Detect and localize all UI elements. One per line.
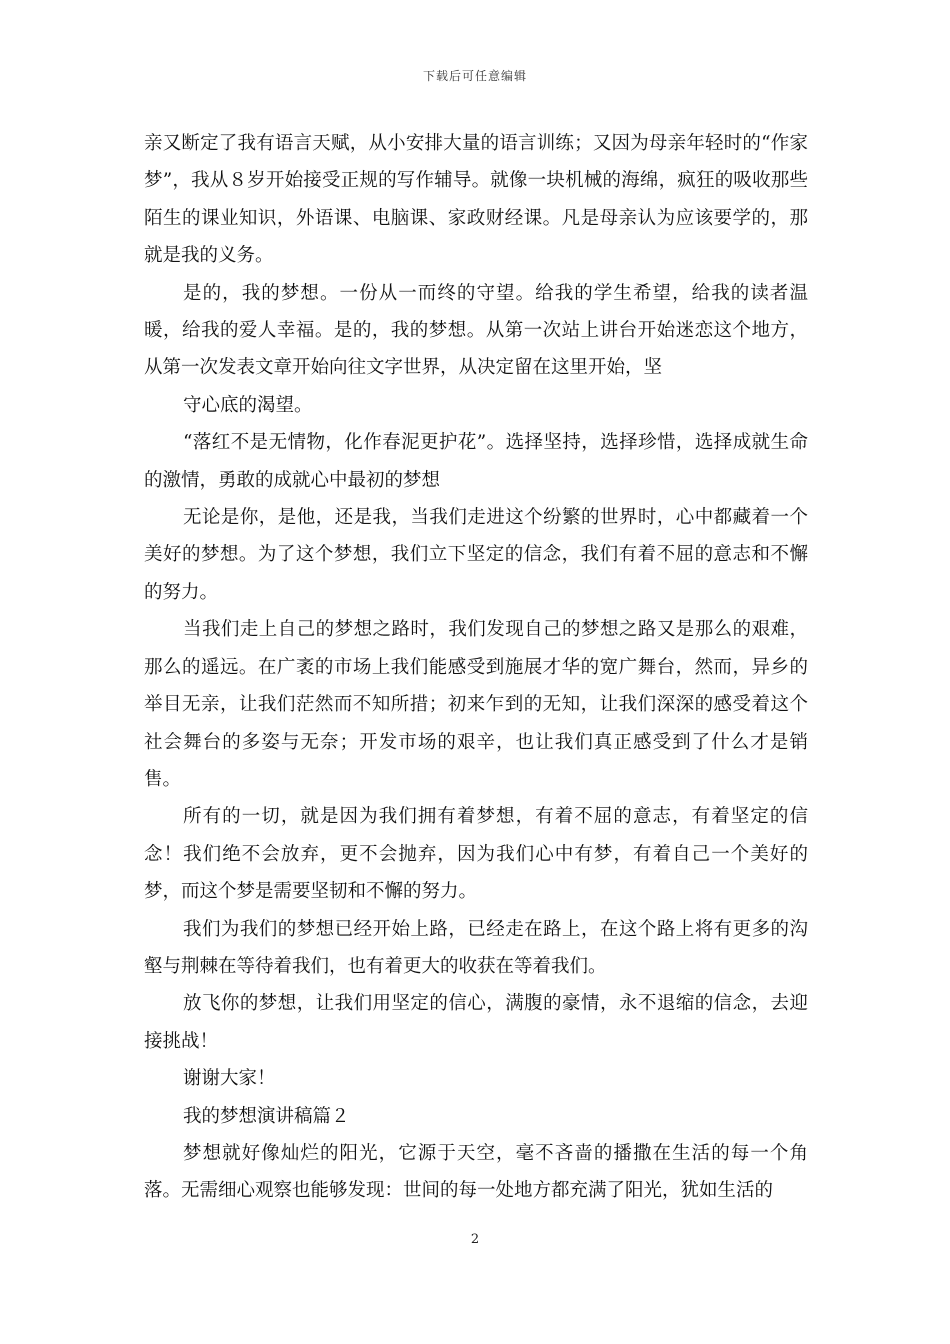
- section-heading: 我的梦想演讲稿篇２: [183, 1105, 350, 1127]
- paragraph: 所有的一切，就是因为我们拥有着梦想，有着不屈的意志，有着坚定的信念！我们绝不会放弃，更不会抛弃，因为我们心中有梦，有着自己一个美好的梦，而这个梦是需要坚韧和不懈的努力。: [144, 806, 808, 903]
- paragraph: 梦想就好像灿烂的阳光，它源于天空，毫不吝啬的播撒在生活的每一个角落。无需细心观察也能够发现：世间的每一处地方都充满了阳光，犹如生活的: [144, 1142, 808, 1202]
- paragraph: 是的，我的梦想。一份从一而终的守望。给我的学生希望，给我的读者温暖，给我的爱人幸福。是的，我的梦想。从第一次站上讲台开始迷恋这个地方，从第一次发表文章开始向往文字世界，从决定留在这里开始，坚: [144, 282, 808, 379]
- paragraph: 当我们走上自己的梦想之路时，我们发现自己的梦想之路又是那么的艰难，那么的遥远。在广袤的市场上我们能感受到施展才华的宽广舞台，然而，异乡的举目无亲，让我们茫然而不知所措；初来乍到的无知，让我们深深的感受着这个社会舞台的多姿与无奈；开发市场的艰辛，也让我们真正感受到了什么才是销售。: [144, 619, 808, 790]
- page-number: 2: [470, 1232, 480, 1247]
- paragraph: 亲又断定了我有语言天赋，从小安排大量的语言训练；又因为母亲年轻时的“作家梦”，我从８岁开始接受正规的写作辅导。就像一块机械的海绵，疯狂的吸收那些陌生的课业知识，外语课、电脑课、家政财经课。凡是母亲认为应该要学的，那就是我的义务。: [144, 133, 808, 267]
- paragraph: 谢谢大家！: [183, 1068, 276, 1090]
- paragraph: 守心底的渴望。: [183, 394, 313, 416]
- paragraph: 无论是你，是他，还是我，当我们走进这个纷繁的世界时，心中都藏着一个美好的梦想。为了这个梦想，我们立下坚定的信念，我们有着不屈的意志和不懈的努力。: [144, 507, 808, 603]
- paragraph: “落红不是无情物，化作春泥更护花”。选择坚持，选择珍惜，选择成就生命的激情，勇敢的成就心中最初的梦想: [144, 432, 808, 491]
- document-body: [144, 125, 808, 1210]
- paragraph: 我们为我们的梦想已经开始上路，已经走在路上，在这个路上将有更多的沟壑与荆棘在等待着我们，也有着更大的收获在等着我们。: [144, 918, 808, 977]
- paragraph: 放飞你的梦想，让我们用坚定的信心，满腹的豪情，永不退缩的信念，去迎接挑战！: [144, 993, 808, 1052]
- page-header: 下载后可任意编辑: [422, 69, 527, 83]
